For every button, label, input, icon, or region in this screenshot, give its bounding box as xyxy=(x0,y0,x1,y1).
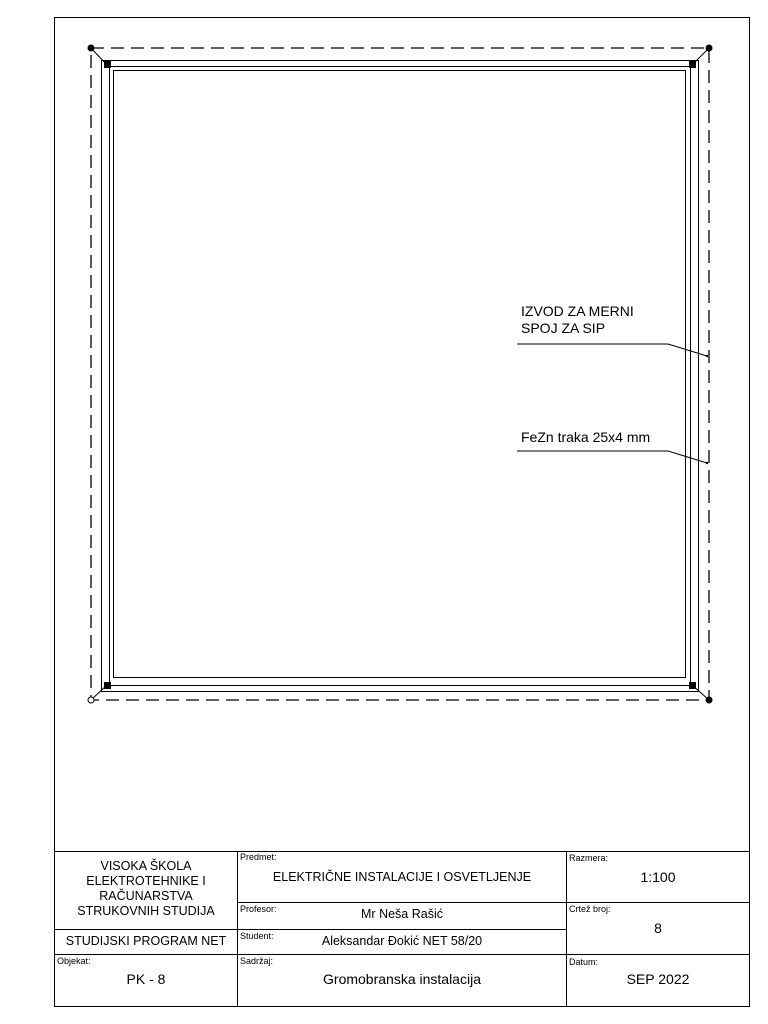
predmet-value: ELEKTRIČNE INSTALACIJE I OSVETLJENJE xyxy=(272,870,532,884)
leader-tip-traka xyxy=(706,462,708,464)
leader-tip-merni-spoj xyxy=(706,355,708,357)
school-name xyxy=(55,859,237,919)
annotation-merni-spoj xyxy=(521,303,634,337)
earth-point-bl xyxy=(88,697,94,703)
annotation-traka: FeZn traka 25x4 mm xyxy=(521,429,651,445)
school-line-2: ELEKTROTEHNIKE I xyxy=(86,874,206,888)
crtez-value: 8 xyxy=(654,920,662,936)
roof-parapet-line xyxy=(110,67,691,686)
earth-point-tl xyxy=(88,45,95,52)
leader-line-traka xyxy=(517,451,707,463)
earth-point-br xyxy=(706,697,713,704)
leader-line-merni-spoj xyxy=(517,344,707,356)
down-conductor-tr xyxy=(689,61,696,68)
earth-point-tr xyxy=(706,45,713,52)
crtez-label: Crtež broj: xyxy=(569,904,611,914)
predmet-label: Predmet: xyxy=(240,852,277,862)
down-conductor-tl xyxy=(104,61,111,68)
school-line-3: RAČUNARSTVA xyxy=(99,889,193,903)
program-name: STUDIJSKI PROGRAM NET xyxy=(65,934,227,948)
student-value: Aleksandar Đokić NET 58/20 xyxy=(321,934,483,948)
razmera-label: Razmera: xyxy=(569,853,609,863)
objekat-value: PK - 8 xyxy=(126,971,166,987)
student-label: Student: xyxy=(240,931,274,941)
school-line-4: STRUKOVNIH STUDIJA xyxy=(77,904,215,918)
down-conductor-br xyxy=(689,682,696,689)
profesor-value: Mr Neša Rašić xyxy=(361,907,443,921)
datum-value: SEP 2022 xyxy=(626,971,690,987)
roof-outer-edge xyxy=(102,61,699,692)
profesor-label: Profesor: xyxy=(240,904,277,914)
objekat-label: Objekat: xyxy=(57,956,91,966)
school-line-1: VISOKA ŠKOLA xyxy=(100,859,192,873)
razmera-value: 1:100 xyxy=(640,869,676,885)
datum-label: Datum: xyxy=(569,957,599,967)
sadrzaj-value: Gromobranska instalacija xyxy=(323,971,481,987)
annotation-merni-spoj-line2: SPOJ ZA SIP xyxy=(521,320,606,336)
annotation-merni-spoj-line1: IZVOD ZA MERNI xyxy=(521,303,634,319)
down-conductor-bl xyxy=(104,682,111,689)
earthing-conductor-dashed xyxy=(91,48,709,700)
roof-inner-edge xyxy=(114,71,686,678)
sadrzaj-label: Sadržaj: xyxy=(240,956,274,966)
